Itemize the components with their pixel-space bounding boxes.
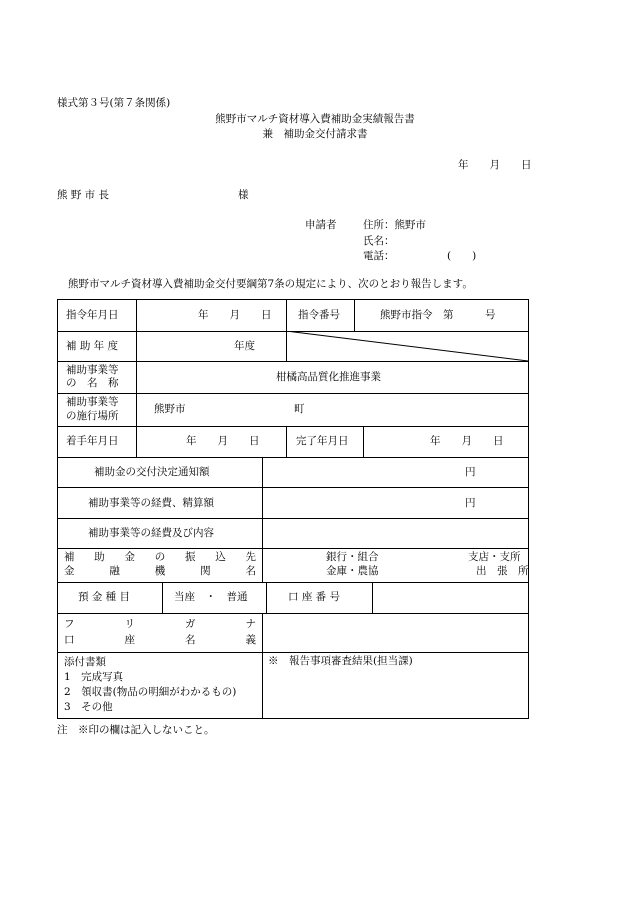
r5-date: 年 月 日 — [186, 435, 260, 447]
r5-label: 着手年月日 — [66, 435, 119, 447]
r7-unit: 円 — [465, 497, 476, 509]
r1-label: 指令年月日 — [66, 309, 119, 321]
r11-label-a: フ リ ガ ナ — [64, 618, 256, 630]
r5-label2: 完了年月日 — [296, 435, 349, 447]
form-number: 様式第３号(第７条関係) — [57, 97, 171, 109]
review-label: ※ 報告事項審査結果(担当課) — [268, 655, 413, 667]
r11-label-b: 口 座 名 義 — [64, 634, 256, 646]
applicant-name: 氏名： — [363, 235, 395, 247]
r10-label2: 口 座 番 号 — [288, 591, 341, 603]
attach-item-3: 3 その他 — [64, 701, 113, 713]
r4-label-b: の施行場所 — [66, 410, 119, 422]
r1-value: 熊野市指令 第 号 — [380, 309, 496, 321]
addressee: 熊 野 市 長 — [57, 189, 110, 201]
r9-label-a: 補 助 金 の 振 込 先 — [64, 551, 256, 563]
footer-note: 注 ※印の欄は記入しないこと。 — [57, 724, 215, 736]
addressee-honorific: 様 — [238, 189, 249, 201]
r4-label-a: 補助事業等 — [66, 396, 119, 408]
r2-value: 年度 — [234, 340, 255, 352]
r3-value: 柑橘高品質化推進事業 — [276, 371, 381, 383]
r3-label-b: の 名 称 — [66, 377, 119, 389]
applicant-label: 申請者 — [305, 219, 337, 231]
r9-branch-a: 支店・支所 — [468, 551, 521, 563]
attach-title: 添付書類 — [64, 656, 106, 668]
r10-type: 当座 ・ 普通 — [174, 591, 248, 603]
r4-town: 町 — [294, 403, 305, 415]
r6-label: 補助金の交付決定通知額 — [94, 466, 210, 478]
attach-item-2: 2 領収書(物品の明細がわかるもの) — [64, 686, 237, 698]
r9-bank-b: 金庫・農協 — [326, 565, 379, 577]
r2-label: 補 助 年 度 — [66, 340, 119, 352]
intro-text: 熊野市マルチ資材導入費補助金交付要綱第7条の規定により、次のとおり報告します。 — [68, 278, 473, 290]
r3-label-a: 補助事業等 — [66, 364, 119, 376]
r5-date2: 年 月 日 — [430, 435, 504, 447]
attach-item-1: 1 完成写真 — [64, 671, 124, 683]
applicant-address: 住所：熊野市 — [363, 219, 426, 231]
r8-label: 補助事業等の経費及び内容 — [88, 527, 214, 539]
date-line: 年 月 日 — [458, 159, 532, 171]
applicant-phone: 電話： — [363, 250, 395, 262]
r6-unit: 円 — [465, 466, 476, 478]
r9-branch-b: 出 張 所 — [476, 565, 529, 577]
diagonal-strike — [286, 331, 528, 361]
applicant-phone-parens: ( ) — [447, 250, 477, 262]
form-title-line2: 兼 補助金交付請求書 — [262, 128, 368, 140]
r9-bank-a: 銀行・組合 — [326, 551, 379, 563]
r4-city: 熊野市 — [154, 403, 186, 415]
r1-label2: 指令番号 — [298, 309, 340, 321]
r9-label-b: 金 融 機 関 名 — [64, 565, 256, 577]
r1-date: 年 月 日 — [198, 309, 272, 321]
form-title-line1: 熊野市マルチ資材導入費補助金実績報告書 — [215, 113, 415, 125]
r10-label: 預 金 種 目 — [78, 591, 131, 603]
report-table — [57, 299, 529, 719]
r7-label: 補助事業等の経費、精算額 — [88, 497, 214, 509]
